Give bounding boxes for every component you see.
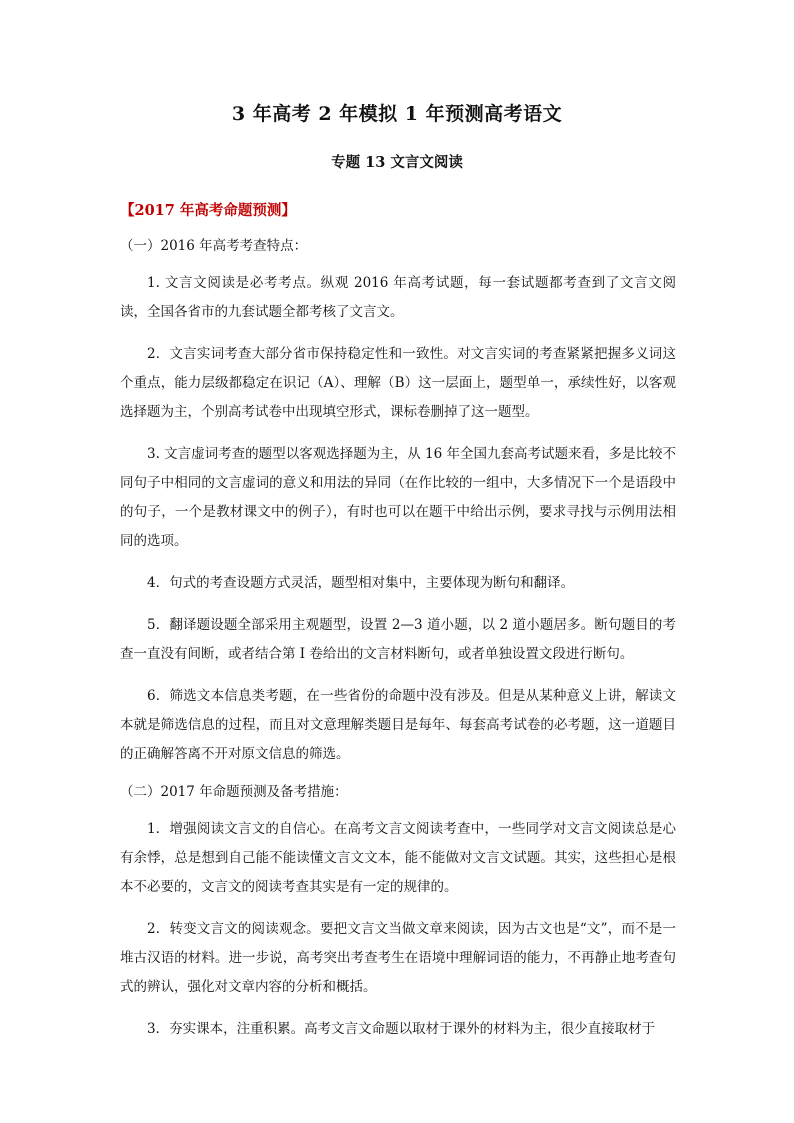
- document-subtitle: 专题 13 文言文阅读: [331, 154, 463, 171]
- paragraph: 1．增强阅读文言文的自信心。在高考文言文阅读考查中，一些同学对文言文阅读总是心有余悸，总是想到自己能不能读懂文言文文本，能不能做对文言文试题。其实，这些担心是根本不必要的，文言文的阅读考查其实是有一定的规律的。: [120, 821, 676, 895]
- paragraph: 3. 文言虚词考查的题型以客观选择题为主，从 16 年全国九套高考试题来看，多是比较不同句子中相同的文言虚词的意义和用法的异同（在作比较的一组中，大多情况下一个是语段中的句子，一个是教材课文中的例子），有时也可以在题干中给出示例，要求寻找与示例用法相同的选项。: [120, 446, 676, 549]
- section-heading-2016: （一）2016 年高考考查特点：: [120, 238, 308, 254]
- paragraph: 2．转变文言文的阅读观念。要把文言文当做文章来阅读，因为古文也是“文”，而不是一堆古汉语的材料。进一步说，高考突出考查考生在语境中理解词语的能力，不再静止地考查句式的辨认，强化对文章内容的分析和概括。: [120, 921, 676, 995]
- paragraph: 1. 文言文阅读是必考考点。纵观 2016 年高考试题，每一套试题都考查到了文言文阅读，全国各省市的九套试题全都考核了文言文。: [120, 275, 676, 320]
- section-heading-2017: （二）2017 年命题预测及备考措施：: [120, 784, 348, 800]
- document-body: [120, 236, 676, 1044]
- paragraph: 6．筛选文本信息类考题，在一些省份的命题中没有涉及。但是从某种意义上讲，解读文本就是筛选信息的过程，而且对文意理解类题目是每年、每套高考试卷的必考题，这一道题目的正确解答离不开对原文信息的筛选。: [120, 688, 676, 762]
- prediction-heading: 【2017 年高考命题预测】: [120, 202, 296, 219]
- document-title: 3 年高考 2 年模拟 1 年预测高考语文: [231, 103, 563, 125]
- paragraph: 3．夯实课本，注重积累。高考文言文命题以取材于课外的材料为主，很少直接取材于: [147, 1021, 656, 1037]
- paragraph: 2．文言实词考查大部分省市保持稳定性和一致性。对文言实词的考查紧紧把握多义词这个重点，能力层级都稳定在识记（A）、理解（B）这一层面上，题型单一，承续性好，以客观选择题为主，个别高考试卷中出现填空形式，课标卷删掉了这一题型。: [120, 346, 676, 420]
- paragraph: 5．翻译题设题全部采用主观题型，设置 2—3 道小题，以 2 道小题居多。断句题目的考查一直没有间断，或者结合第 I 卷给出的文言材料断句，或者单独设置文段进行断句。: [120, 617, 676, 662]
- paragraph: 4．句式的考查设题方式灵活，题型相对集中，主要体现为断句和翻译。: [147, 575, 575, 591]
